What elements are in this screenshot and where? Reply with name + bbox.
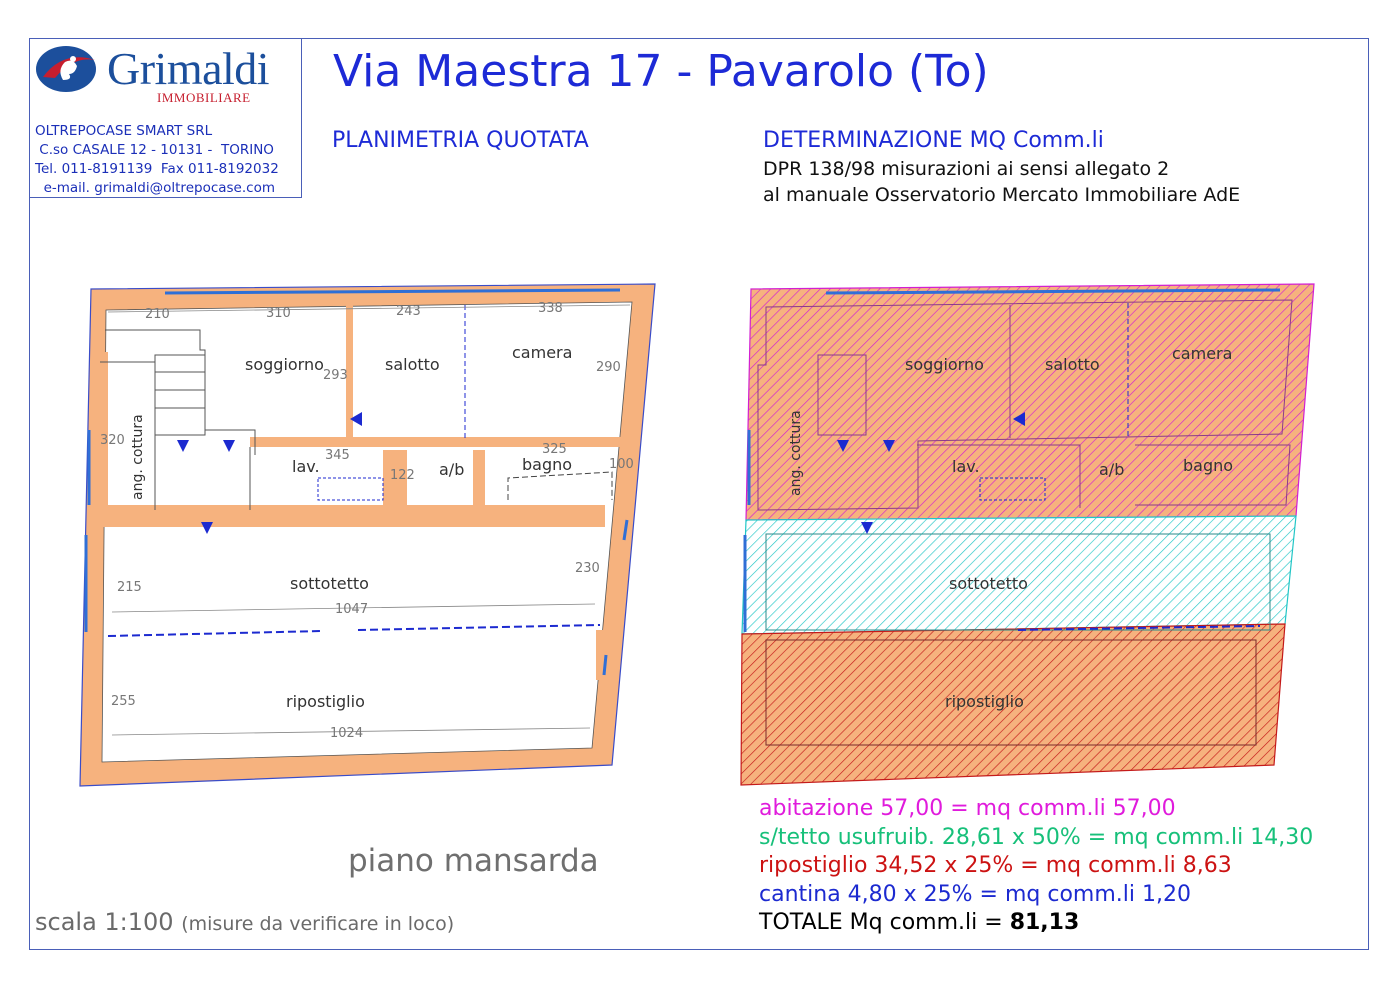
right-subheading-1: DPR 138/98 misurazioni ai sensi allegato 2 xyxy=(763,158,1170,180)
window xyxy=(604,655,606,675)
interior-wall xyxy=(100,505,605,527)
dimension-label: 338 xyxy=(538,301,563,316)
room-label: soggiorno xyxy=(905,355,984,374)
total-value: 81,13 xyxy=(1009,910,1080,935)
right-heading: DETERMINAZIONE MQ Comm.li xyxy=(763,128,1104,153)
dimension-label: 255 xyxy=(111,694,136,709)
total-label: TOTALE Mq comm.li = xyxy=(759,910,1010,935)
dimension-label: 1047 xyxy=(335,602,369,617)
dimension-label: 215 xyxy=(117,580,142,595)
room-label: a/b xyxy=(439,460,465,479)
room-label: ripostiglio xyxy=(945,692,1024,711)
summary-ripostiglio: ripostiglio 34,52 x 25% = mq comm.li 8,63 xyxy=(759,853,1232,878)
dimension-label: 293 xyxy=(323,368,348,383)
room-label: lav. xyxy=(292,457,320,476)
room-label: sottotetto xyxy=(290,574,369,593)
dimension-label: 230 xyxy=(575,561,600,576)
interior-space xyxy=(102,302,632,762)
summary-cantina: cantina 4,80 x 25% = mq comm.li 1,20 xyxy=(759,881,1191,907)
room-label: sottotetto xyxy=(949,574,1028,593)
interior-wall xyxy=(250,437,635,447)
room-label: soggiorno xyxy=(245,355,324,374)
dimension-label: 1024 xyxy=(330,726,364,741)
interior-wall xyxy=(98,352,108,512)
right-floor-plan xyxy=(741,284,1314,785)
right-subheading-2: al manuale Osservatorio Mercato Immobiliare AdE xyxy=(763,184,1241,206)
dimension-label: 122 xyxy=(390,468,415,483)
room-label: bagno xyxy=(522,455,573,474)
left-floor-plan xyxy=(80,284,655,786)
page-title: Via Maestra 17 - Pavarolo (To) xyxy=(333,46,989,97)
scale-note xyxy=(35,908,454,936)
room-label: ang. cottura xyxy=(130,414,146,500)
room-label: camera xyxy=(1172,344,1233,363)
left-heading: PLANIMETRIA QUOTATA xyxy=(332,128,589,153)
scale-value: scala 1:100 xyxy=(35,908,174,936)
dimension-label: 320 xyxy=(100,433,125,448)
summary-abitazione: abitazione 57,00 = mq comm.li 57,00 xyxy=(759,796,1176,821)
summary-total xyxy=(759,909,1313,938)
room-label: salotto xyxy=(385,355,440,374)
company-line: C.so CASALE 12 - 10131 - TORINO xyxy=(35,142,274,158)
room-label: ripostiglio xyxy=(286,692,365,711)
dimension-label: 243 xyxy=(396,304,421,319)
dimension-label: 210 xyxy=(145,307,170,322)
dimension-label: 310 xyxy=(266,306,291,321)
summary-sottotetto: s/tetto usufruib. 28,61 x 50% = mq comm.li 14,30 xyxy=(759,824,1314,850)
brand-name: Grimaldi xyxy=(107,43,270,94)
room-label: salotto xyxy=(1045,355,1100,374)
interior-wall xyxy=(473,450,485,510)
floor-label: piano mansarda xyxy=(348,843,599,879)
dimension-label: 345 xyxy=(325,448,350,463)
company-line: OLTREPOCASE SMART SRL xyxy=(35,123,213,139)
room-label: camera xyxy=(512,343,573,362)
dimension-label: 290 xyxy=(596,360,621,375)
abitazione-area xyxy=(746,284,1314,520)
brand-subtitle: IMMOBILIARE xyxy=(157,90,251,105)
room-label: a/b xyxy=(1099,460,1125,479)
dimension-label: 325 xyxy=(542,442,567,457)
company-line: e-mail. grimaldi@oltrepocase.com xyxy=(35,180,275,196)
room-label: ang. cottura xyxy=(788,410,804,496)
dimension-label: 100 xyxy=(609,457,634,472)
company-line: Tel. 011-8191139 Fax 011-8192032 xyxy=(35,161,279,177)
room-label: bagno xyxy=(1183,456,1234,475)
area-summary xyxy=(759,795,1313,938)
scale-disclaimer: (misure da verificare in loco) xyxy=(181,913,455,935)
room-label: lav. xyxy=(952,457,980,476)
